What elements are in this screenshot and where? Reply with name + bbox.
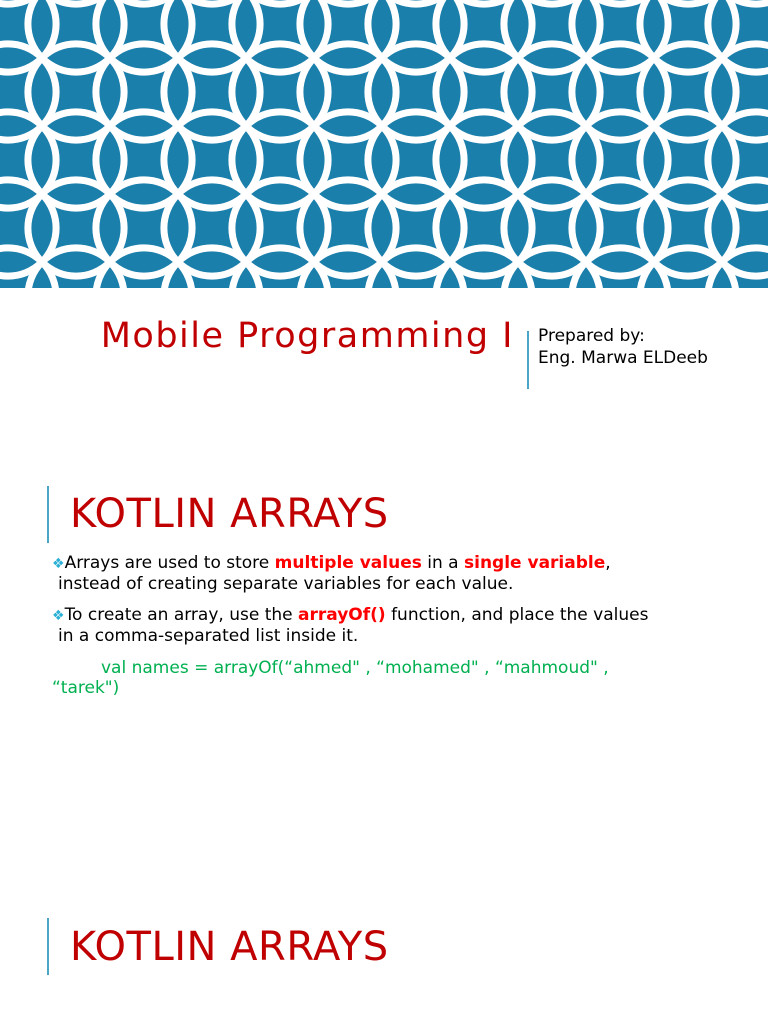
bullet-text-line2: instead of creating separate variables for each value. (58, 574, 514, 594)
code-example (52, 658, 742, 698)
diamond-bullet-icon: ❖ (52, 608, 65, 624)
code-line: “tarek") (52, 678, 120, 698)
prepared-by-block (538, 325, 708, 369)
highlight-text: single variable (464, 553, 606, 573)
author-name: Eng. Marwa ELDeeb (538, 348, 708, 368)
bullet-text: in a (421, 553, 464, 573)
slide-title: KOTLIN ARRAYS (70, 491, 389, 537)
code-line: val names = arrayOf(“ahmed" , “mohamed" , “mahmoud" , (101, 658, 609, 678)
presentation-title: Mobile Programming I (100, 316, 514, 356)
bullet-text: To create an array, use the (64, 605, 299, 625)
circle-lattice-pattern (0, 0, 768, 288)
section-accent-bar (47, 486, 49, 543)
highlight-text: multiple values (274, 553, 422, 573)
highlight-text: arrayOf() (298, 605, 386, 625)
diamond-bullet-icon: ❖ (52, 556, 65, 572)
bullet-text: function, and place the values (385, 605, 649, 625)
bullet-text: Arrays are used to store (64, 553, 275, 573)
banner-background (0, 0, 768, 288)
decorative-pattern-banner (0, 0, 768, 288)
bullet-item (52, 605, 742, 646)
section-accent-bar (47, 918, 49, 975)
bullet-text-line2: in a comma-separated list inside it. (58, 626, 359, 646)
title-divider (527, 331, 529, 389)
bullet-item (52, 553, 742, 594)
bullet-text: , (605, 553, 611, 573)
prepared-by-label: Prepared by: (538, 326, 645, 346)
slide-title: KOTLIN ARRAYS (70, 924, 389, 970)
